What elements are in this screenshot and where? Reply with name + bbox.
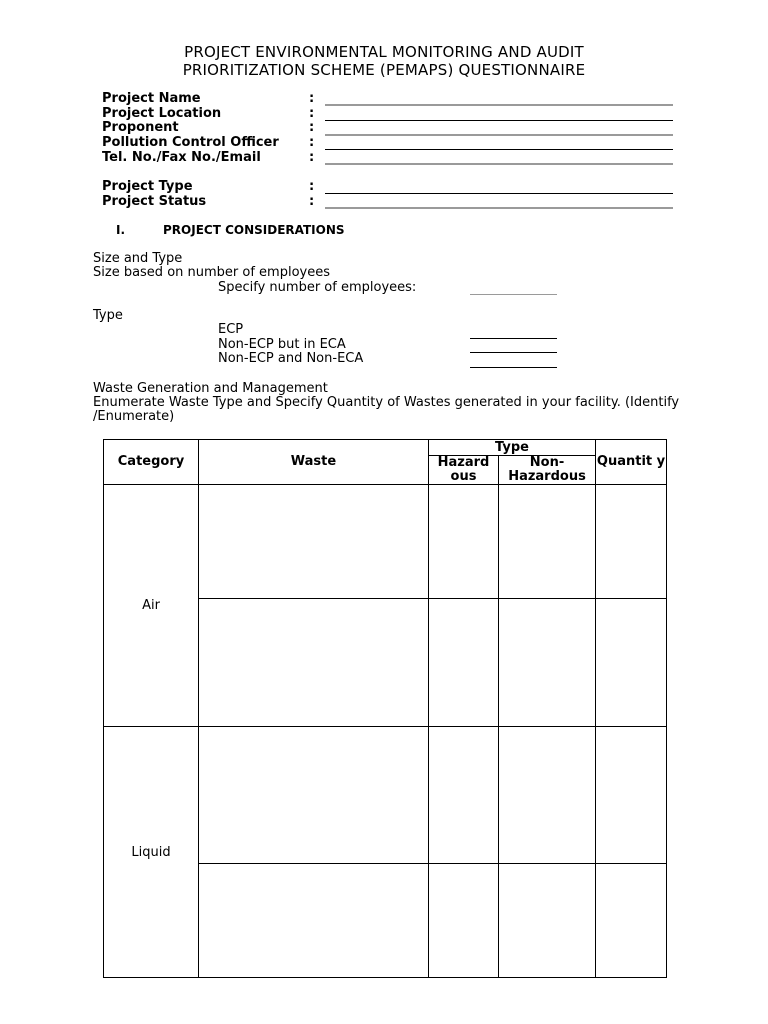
type-ecp-field[interactable] [470, 338, 557, 339]
quantity-cell[interactable] [596, 727, 667, 864]
document-title-line-2: PRIORITIZATION SCHEME (PEMAPS) QUESTIONNAIRE [182, 61, 586, 79]
project-location-field[interactable] [325, 120, 673, 121]
header-non-hazardous: Non-Hazardous [499, 456, 596, 485]
proponent-label: Proponent [102, 120, 179, 135]
proponent-colon: : [309, 120, 315, 135]
table-row [104, 485, 667, 599]
type-non-ecp-eca-field[interactable] [470, 352, 557, 353]
hazardous-cell[interactable] [429, 485, 499, 599]
waste-heading: Waste Generation and Management [93, 381, 328, 396]
waste-cell[interactable] [199, 485, 429, 599]
type-heading: Type [93, 308, 123, 323]
project-status-field[interactable] [325, 207, 673, 209]
hazardous-cell[interactable] [429, 727, 499, 864]
project-name-field[interactable] [325, 104, 673, 106]
contact-colon: : [309, 150, 315, 165]
waste-cell[interactable] [199, 599, 429, 727]
project-type-colon: : [309, 179, 315, 194]
employees-count-field[interactable] [470, 294, 557, 295]
header-waste: Waste [199, 440, 429, 485]
header-category: Category [104, 440, 199, 485]
contact-field[interactable] [325, 163, 673, 165]
project-type-field[interactable] [325, 193, 673, 194]
header-quantity: Quantit y [596, 440, 667, 485]
contact-label: Tel. No./Fax No./Email [102, 150, 261, 165]
size-type-heading: Size and Type [93, 251, 183, 266]
non-hazardous-cell[interactable] [499, 727, 596, 864]
proponent-field[interactable] [325, 134, 673, 136]
project-status-colon: : [309, 194, 315, 209]
type-option-ecp: ECP [218, 322, 244, 337]
hazardous-cell[interactable] [429, 864, 499, 978]
waste-cell[interactable] [199, 864, 429, 978]
category-air: Air [104, 485, 199, 727]
size-subheading: Size based on number of employees [93, 265, 330, 280]
document-title-line-1: PROJECT ENVIRONMENTAL MONITORING AND AUDIT [184, 43, 584, 61]
project-type-label: Project Type [102, 179, 193, 194]
section-number: I. [116, 223, 126, 237]
non-hazardous-cell[interactable] [499, 864, 596, 978]
header-type: Type [429, 440, 596, 456]
quantity-cell[interactable] [596, 864, 667, 978]
pollution-control-officer-colon: : [309, 135, 315, 150]
waste-instruction: Enumerate Waste Type and Specify Quantity of Wastes generated in your facility. (Identify /Enumerate) [93, 395, 680, 424]
category-liquid: Liquid [104, 727, 199, 978]
pollution-control-officer-field[interactable] [325, 149, 673, 150]
header-hazardous: Hazard ous [429, 456, 499, 485]
project-name-label: Project Name [102, 91, 201, 106]
non-hazardous-cell[interactable] [499, 599, 596, 727]
project-location-colon: : [309, 106, 315, 121]
type-option-non-ecp-eca: Non-ECP but in ECA [218, 337, 346, 352]
specify-employees-label: Specify number of employees: [218, 280, 417, 295]
project-status-label: Project Status [102, 194, 207, 209]
waste-table [103, 439, 667, 978]
project-name-colon: : [309, 91, 315, 106]
type-non-ecp-non-eca-field[interactable] [470, 367, 557, 368]
non-hazardous-cell[interactable] [499, 485, 596, 599]
pollution-control-officer-label: Pollution Control Officer [102, 135, 279, 150]
section-title: PROJECT CONSIDERATIONS [163, 223, 345, 237]
waste-cell[interactable] [199, 727, 429, 864]
hazardous-cell[interactable] [429, 599, 499, 727]
type-option-non-ecp-non-eca: Non-ECP and Non-ECA [218, 351, 364, 366]
quantity-cell[interactable] [596, 599, 667, 727]
quantity-cell[interactable] [596, 485, 667, 599]
table-row [104, 727, 667, 864]
project-location-label: Project Location [102, 106, 222, 121]
